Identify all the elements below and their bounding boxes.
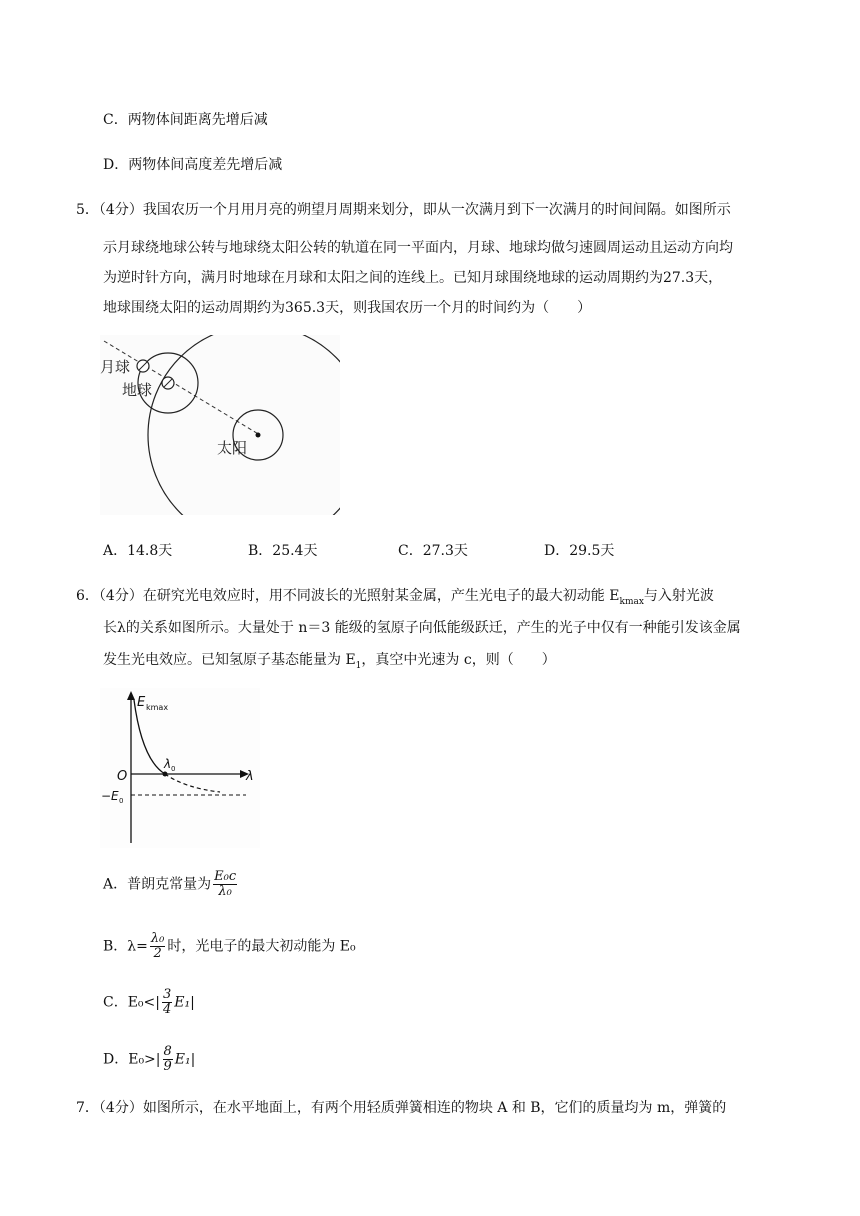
q4-option-c: C．两物体间距离先增后减 bbox=[103, 112, 268, 128]
q6-stem-line-3: 发生光电效应。已知氢原子基态能量为 $E_1$，真空中光速为 c，则（ ） bbox=[103, 652, 556, 671]
q6-stem-line-1: 6．（4分）在研究光电效应时，用不同波长的光照射某金属，产生光电子的最大初动能 $E_{kmax}$与入射光波 bbox=[76, 588, 714, 607]
q6-option-a: A．普朗克常量为 $\frac{\text{E₀c}}{\text{λ₀}}$ bbox=[103, 869, 237, 899]
q5-stem-line-1: 5．（4分）我国农历一个月用月亮的朔望月周期来划分，即从一次满月到下一次满月的时间间隔。如图所示 bbox=[76, 202, 731, 218]
q6-stem-line-2: 长λ的关系如图所示。大量处于 n＝3 能级的氢原子向低能级跃迁，产生的光子中仅有一种能引发该金属 bbox=[103, 620, 741, 636]
q5-stem-line-4: 地球围绕太阳的运动周期约为365.3天，则我国农历一个月的时间约为（ ） bbox=[103, 300, 592, 316]
sun-label: 太阳 bbox=[217, 439, 248, 457]
q5-option-c: C．27.3天 bbox=[398, 543, 468, 559]
q5-option-d: D．29.5天 bbox=[544, 543, 615, 559]
q6-option-b: B．λ= $\frac{\text{λ₀}}{2}$ 时，光电子的最大初动能为 E₀ bbox=[103, 931, 356, 961]
origin-label: O bbox=[117, 769, 128, 784]
sun-center-dot bbox=[256, 433, 261, 438]
q5-option-a: A．14.8天 bbox=[103, 543, 173, 559]
q5-stem-line-2: 示月球绕地球公转与地球绕太阳公转的轨道在同一平面内，月球、地球均做匀速圆周运动且运动方向均 bbox=[103, 240, 733, 256]
q4-option-d: D．两物体间高度差先增后减 bbox=[103, 157, 283, 173]
q6-option-c-fraction: $\frac{3}{4}$ bbox=[163, 987, 172, 1017]
q5-stem-line-3: 为逆时针方向，满月时地球在月球和太阳之间的连线上。已知月球围绕地球的运动周期约为27.3天， bbox=[103, 270, 723, 286]
q6-option-a-fraction: $\frac{\text{E₀c}}{\text{λ₀}}$ bbox=[214, 869, 237, 899]
neg-e0-label: −E bbox=[101, 789, 119, 803]
moon-label: 月球 bbox=[100, 358, 131, 376]
lambda0-label: λ bbox=[164, 757, 172, 771]
earth-label: 地球 bbox=[122, 381, 153, 399]
q6-energy-wavelength-graph bbox=[100, 688, 260, 848]
q6-option-c: C．E₀<| $\frac{3}{4}$ E₁| bbox=[103, 987, 195, 1017]
x-axis-label: λ bbox=[246, 769, 254, 784]
y-axis-label-sub: kmax bbox=[146, 703, 169, 712]
lambda0-label-sub: 0 bbox=[171, 765, 176, 773]
q5-option-b: B．25.4天 bbox=[248, 543, 318, 559]
q6-option-d-fraction: $\frac{8}{9}$ bbox=[163, 1044, 172, 1074]
q7-stem-line-1: 7．（4分）如图所示，在水平地面上，有两个用轻质弹簧相连的物块 A 和 B，它们的质量均为 m，弹簧的 bbox=[76, 1100, 727, 1116]
q6-option-b-fraction: $\frac{\text{λ₀}}{2}$ bbox=[150, 931, 165, 961]
q5-orbit-figure bbox=[100, 335, 340, 515]
neg-e0-label-sub: 0 bbox=[119, 797, 124, 805]
q6-option-d: D．E₀>| $\frac{8}{9}$ E₁| bbox=[103, 1044, 196, 1074]
q5-options bbox=[0, 540, 860, 560]
lambda0-point bbox=[163, 772, 168, 777]
y-axis-label: E bbox=[137, 695, 146, 710]
